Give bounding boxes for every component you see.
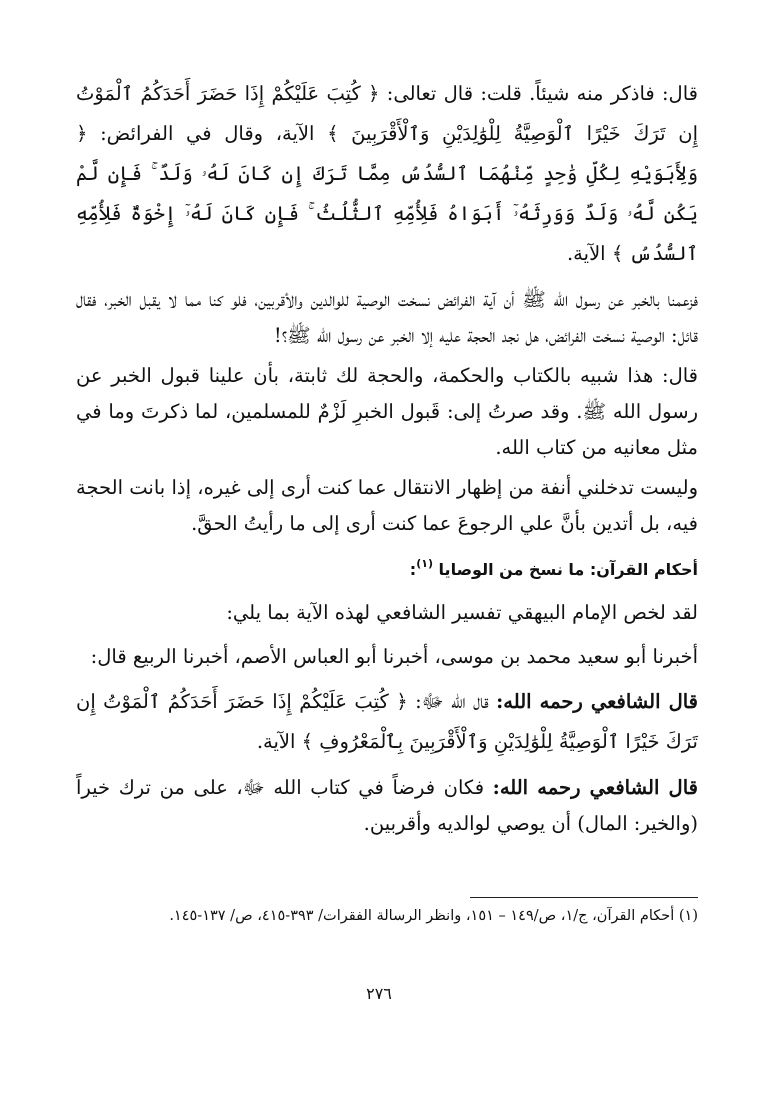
speaker-label: قال الشافعي رحمه الله: bbox=[496, 690, 698, 713]
paragraph-shafii-verse bbox=[76, 682, 698, 762]
paragraph-accepting-report: قال: هذا شبيه بالكتاب والحكمة، والحجة لك ثابتة، بأن علينا قبول الخبر عن رسول الله ﷺ. وقد صرتُ إلى: قَبول الخبرِ لَزْمٌ للمسلمين، لما ذكرتَ وما في مثل معانيه من كتاب الله. bbox=[76, 364, 698, 459]
paragraph-tail: الآية. bbox=[566, 242, 612, 265]
paragraph-lead: قال الله ﷻ: bbox=[407, 690, 497, 713]
paragraph-bayhaqi-summary: لقد لخص الإمام البيهقي تفسير الشافعي لهذه الآية بما يلي: bbox=[226, 601, 698, 624]
paragraph-text: فكان فرضاً في كتاب الله ﷻ، على من ترك خيراً (والخير: المال) أن يوصي لوالديه وأقربين. bbox=[76, 776, 698, 835]
paragraph-isnad: أخبرنا أبو سعيد محمد بن موسى، أخبرنا أبو العباس الأصم، أخبرنا الربيع قال: bbox=[90, 645, 698, 668]
speaker-label: قال الشافعي رحمه الله: bbox=[492, 776, 698, 799]
quran-verse-inheritance: ﴿ وَلِأَبَوَيْهِ لِكُلِّ وَٰحِدٍ مِّنْهُمَا ٱلسُّدُسُ مِمَّا تَرَكَ إِن كَانَ لَهُۥ وَلَدٌ ۚ فَإِن لَّمْ يَكُن لَّهُۥ وَلَدٌ وَوَرِثَهُۥٓ أَبَوَاهُ فَلِأُمِّهِ ٱلثُّلُثُ ۚ فَإِن كَانَ لَهُۥٓ إِخْوَةٌ فَلِأُمِّهِ ٱلسُّدُسُ ﴾ bbox=[76, 122, 698, 265]
paragraph-abrogation: فزعمنا بالخبر عن رسول الله ﷺ أن آية الفرائض نسخت الوصية للوالدين والأقربين، فلو كنا مما لا يقبل الخبر، فقال قائل: الوصية نسخت الفرائض، هل نجد الحجة عليه إلا الخبر عن رسول الله ﷺ؟! bbox=[76, 288, 698, 347]
footnote-marker: (١) bbox=[416, 557, 433, 570]
paragraph-lead: قال: فاذكر منه شيئاً. قلت: قال تعالى: bbox=[379, 82, 698, 105]
paragraph-mid: الآية، وقال في الفرائض: bbox=[87, 122, 328, 145]
page-body bbox=[76, 74, 698, 846]
footnote-divider bbox=[470, 897, 698, 898]
heading-text: أحكام القرآن: ما نسخ من الوصايا bbox=[438, 560, 698, 579]
page-number: ٢٧٦ bbox=[366, 984, 392, 1003]
paragraph-quran-verses bbox=[76, 74, 698, 274]
paragraph-shafii-obligation bbox=[76, 770, 698, 842]
section-heading bbox=[76, 546, 698, 588]
footnote: (١) أحكام القرآن، ج/١، ص/١٤٩ – ١٥١، وانظر الرسالة الفقرات/ ٣٩٣-٤١٥، ص/ ١٣٧-١٤٥. bbox=[169, 908, 698, 924]
paragraph-tail: الآية. bbox=[256, 730, 302, 753]
paragraph-returning-to-truth: وليست تدخلني أنفة من إظهار الانتقال عما كنت أرى إلى غيره، إذا بانت الحجة فيه، بل أتدين بأنَّ علي الرجوعَ عما كنت أرى إلى ما رأيتُ الحقَّ. bbox=[76, 476, 698, 535]
quran-verse-bequest: ﴿ كُتِبَ عَلَيْكُمْ إِذَا حَضَرَ أَحَدَكُمُ ٱلْمَوْتُ إِن تَرَكَ خَيْرًا ٱلْوَصِيَّةُ لِلْوَٰلِدَيْنِ وَٱلْأَقْرَبِينَ ﴾ bbox=[76, 82, 698, 145]
quran-verse-bequest-maruf: ﴿ كُتِبَ عَلَيْكُمْ إِذَا حَضَرَ أَحَدَكُمُ ٱلْمَوْتُ إِن تَرَكَ خَيْرًا ٱلْوَصِيَّةُ لِلْوَٰلِدَيْنِ وَٱلْأَقْرَبِينَ بِٱلْمَعْرُوفِ ﴾ bbox=[76, 690, 698, 753]
heading-colon: : bbox=[409, 560, 417, 579]
